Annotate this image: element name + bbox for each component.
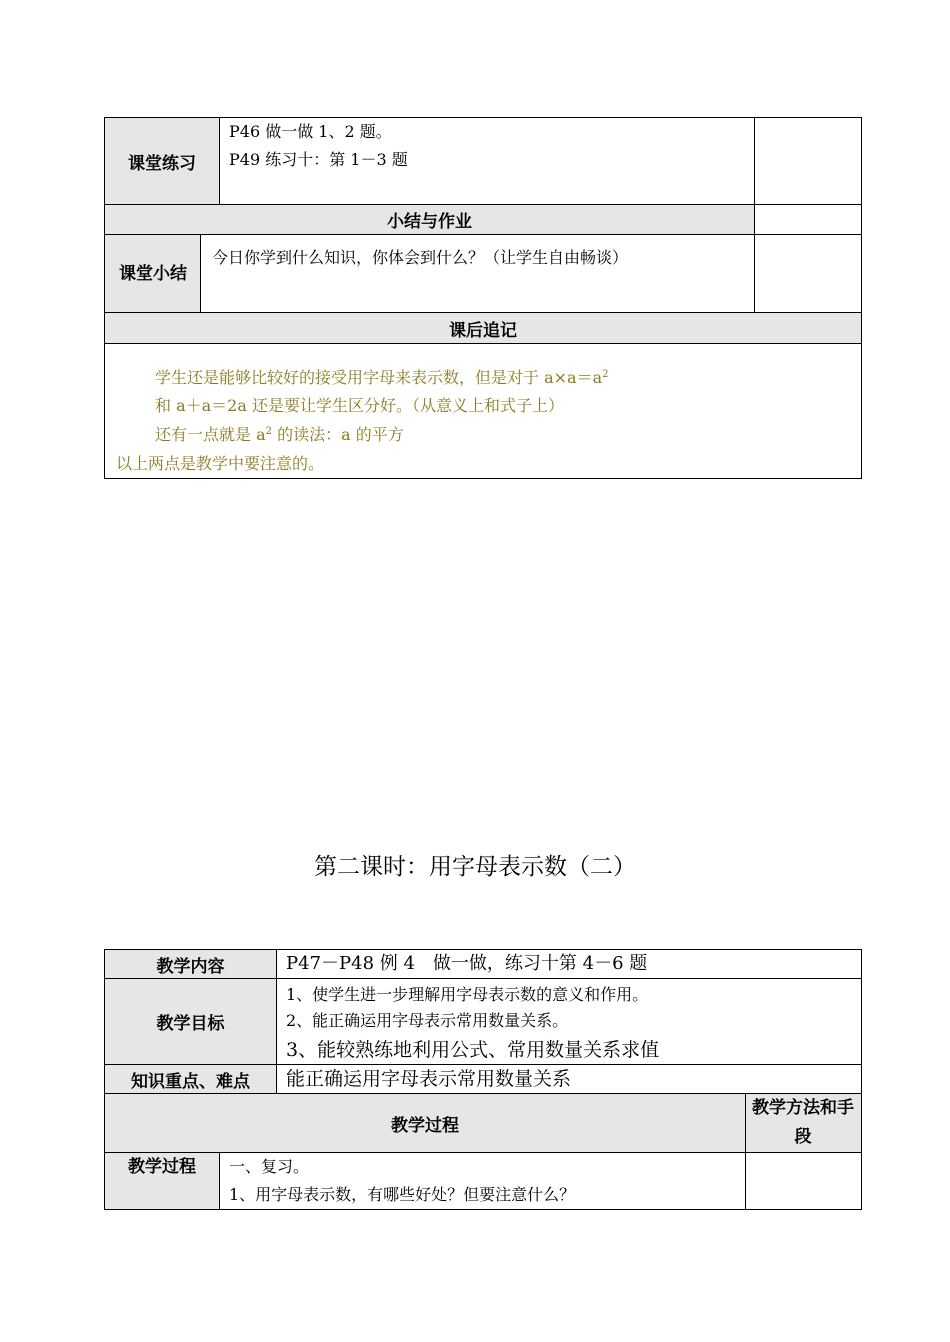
t1-col-right xyxy=(754,117,755,313)
t2-line-r1 xyxy=(104,978,862,979)
methods-header: 教学方法和手段 xyxy=(752,1098,854,1147)
practice-line-2: P49 练习十：第 1－3 题 xyxy=(229,150,408,169)
t2-line-r2 xyxy=(104,1064,862,1065)
t2-col-process xyxy=(219,1152,220,1210)
key-points-label: 知识重点、难点 xyxy=(131,1071,250,1092)
lesson-title: 第二课时：用字母表示数（二） xyxy=(314,854,636,880)
goal-3: 3、能较熟练地利用公式、常用数量关系求值 xyxy=(286,1039,660,1061)
t2-col-methods xyxy=(745,1093,746,1210)
t2-line-r3 xyxy=(104,1093,862,1094)
class-summary-label: 课堂小结 xyxy=(119,263,187,284)
t1-border-left xyxy=(104,117,105,479)
t2-border-right xyxy=(861,949,862,1210)
t1-col-summary xyxy=(200,234,201,313)
postscript-line-2: 和 a＋a＝2a 还是要让学生区分好。（从意义上和式子上） xyxy=(155,396,564,415)
t1-border-bottom xyxy=(104,478,862,479)
t2-border-left xyxy=(104,949,105,1210)
process-line-2: 1、用字母表示数，有哪些好处？但要注意什么？ xyxy=(229,1185,576,1204)
postscript-line-4: 以上两点是教学中要注意的。 xyxy=(116,454,325,473)
t1-line-r3 xyxy=(104,312,862,313)
t2-col-label xyxy=(276,949,277,1094)
summary-homework-header: 小结与作业 xyxy=(387,211,472,232)
t1-line-r4 xyxy=(104,343,862,344)
t1-col-practice xyxy=(219,117,220,205)
goal-1: 1、使学生进一步理解用字母表示数的意义和作用。 xyxy=(286,985,649,1004)
process-label: 教学过程 xyxy=(128,1157,196,1177)
t1-border-top xyxy=(104,117,862,118)
practice-line-1: P46 做一做 1、2 题。 xyxy=(229,122,392,141)
t1-line-r1 xyxy=(104,204,862,205)
t2-border-top xyxy=(104,949,862,950)
content-label: 教学内容 xyxy=(156,956,225,977)
t1-border-right xyxy=(861,117,862,479)
goal-2: 2、能正确运用字母表示常用数量关系。 xyxy=(286,1011,569,1030)
postscript-header: 课后追记 xyxy=(449,320,517,341)
t2-line-r4 xyxy=(104,1152,862,1153)
practice-label: 课堂练习 xyxy=(128,153,196,174)
t1-line-r2 xyxy=(104,234,862,235)
postscript-line-1: 学生还是能够比较好的接受用字母来表示数，但是对于 $a\times a=a^2$ xyxy=(155,368,609,387)
content-value: P47－P48 例 4 做一做，练习十第 4－6 题 xyxy=(286,953,648,974)
postscript-line-3: 还有一点就是 $a^2$ 的读法：a 的平方 xyxy=(155,425,404,444)
t2-border-bottom xyxy=(104,1209,862,1210)
key-points-value: 能正确运用字母表示常用数量关系 xyxy=(286,1068,572,1090)
process-header: 教学过程 xyxy=(391,1115,459,1136)
class-summary-text: 今日你学到什么知识，你体会到什么？（让学生自由畅谈） xyxy=(212,248,629,267)
process-line-1: 一、复习。 xyxy=(229,1157,310,1176)
goals-label: 教学目标 xyxy=(156,1014,225,1034)
